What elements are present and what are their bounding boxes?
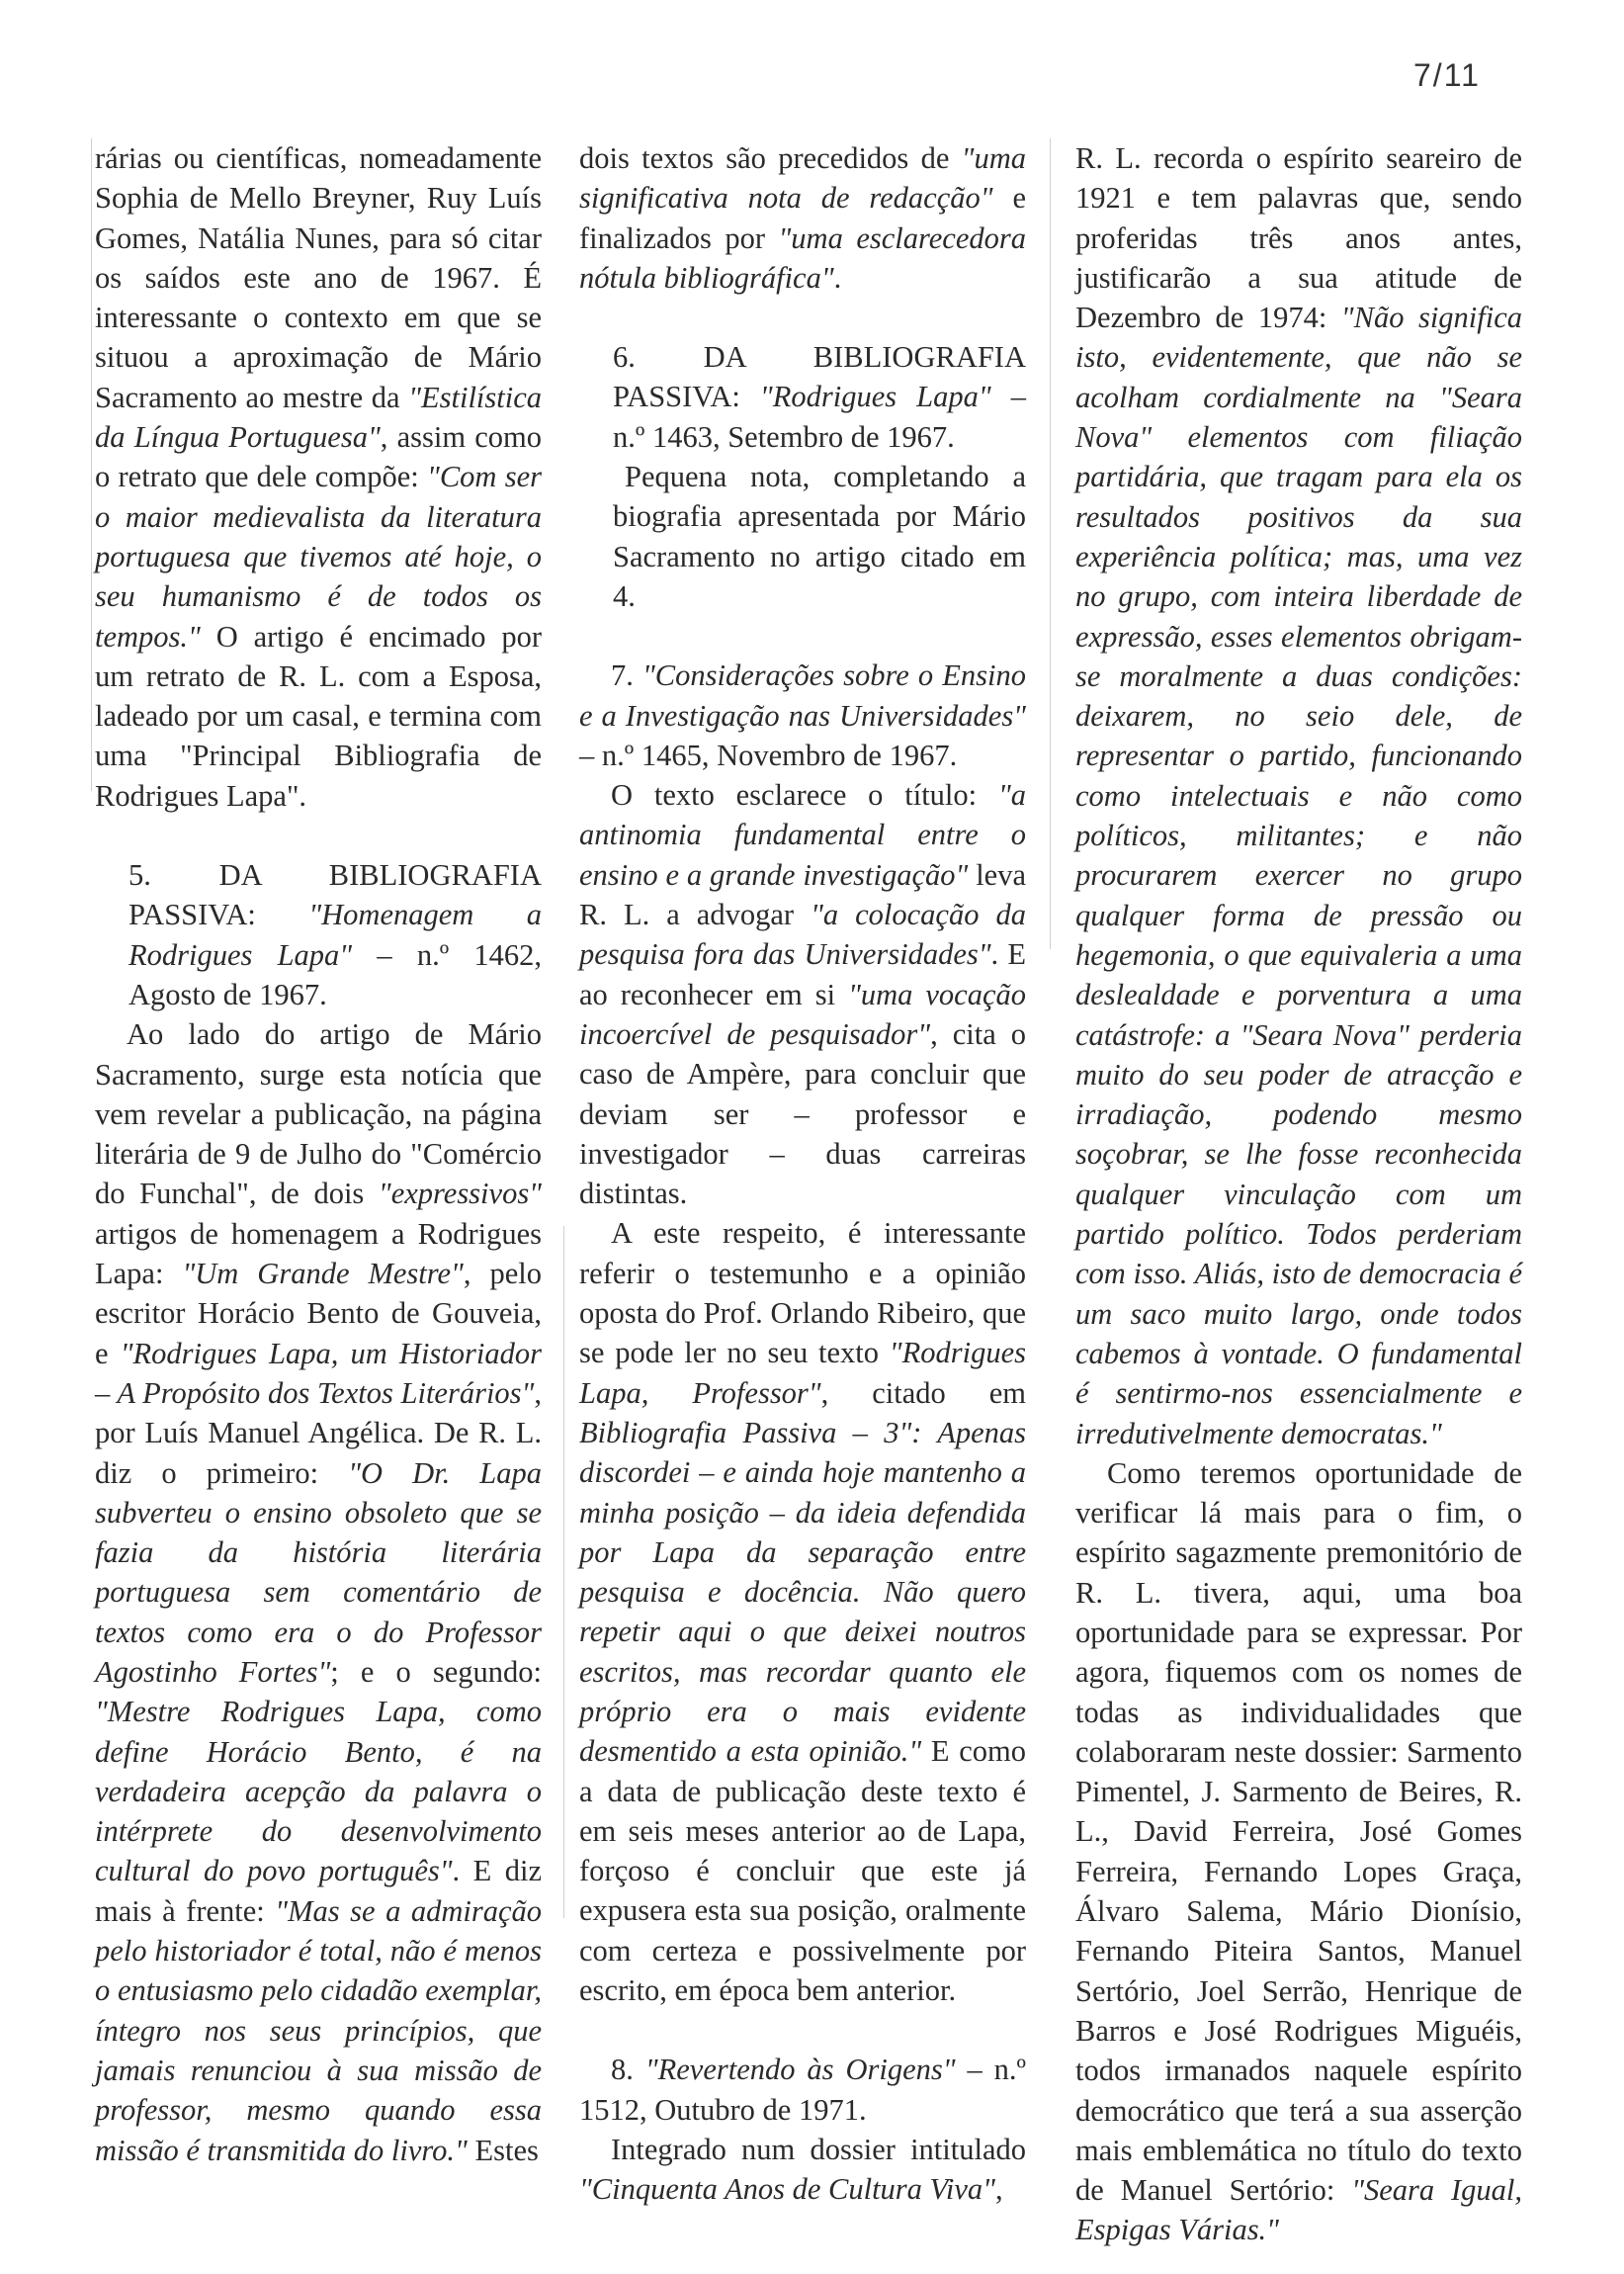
column-rule-left (91, 138, 92, 791)
page-number: 7/11 (1413, 57, 1481, 93)
paragraph: A este respeito, é interessante referir o testemunho e a opinião oposta do Prof. Orlando Ribeiro, que se pode ler no seu texto "Rodrigues Lapa, Professor", citado em Bibliografia Passiva – 3": Apenas discordei – e ainda hoje mantenho a minha posição – da ideia defendida por Lapa da separação entre pesquisa e docência. Não quero repetir aqui o que deixei noutros escritos, mas recordar quanto ele próprio era o mais evidente desmentido a esta opinião." E como a data de publicação deste texto é em seis meses anterior ao de Lapa, forçoso é concluir que este já expusera esta sua posição, oralmente com certeza e possivelmente por escrito, em época bem anterior. (579, 1216, 1026, 2008)
paragraph: dois textos são precedidos de "uma significativa nota de redacção" e finalizados por "uma esclarecedora nótula bibliográfica". (579, 141, 1026, 295)
paragraph: Integrado num dossier intitulado "Cinquenta Anos de Cultura Viva", (579, 2132, 1026, 2207)
section-heading-8: 8. "Revertendo às Origens" – n.º 1512, Outubro de 1971. (579, 2053, 1027, 2127)
paragraph: Como teremos oportunidade de verificar lá mais para o fim, o espírito sagazmente premonitório de R. L. tivera, aqui, uma boa oportunidade para se expressar. Por agora, fiquemos com os nomes de todas as individualidades que colaboraram neste dossier: Sarmento Pimentel, J. Sarmento de Beires, R. L., David Ferreira, José Gomes Ferreira, Fernando Lopes Graça, Álvaro Salema, Mário Dionísio, Fernando Piteira Santos, Manuel Sertório, Joel Serrão, Henrique de Barros e José Rodrigues Miguéis, todos irmanados naquele espírito democrático que terá a sua asserção mais emblemática no título do texto de Manuel Sertório: "Seara Igual, Espigas Várias." (1075, 1455, 1522, 2247)
text-column-1 (95, 138, 542, 2170)
column-rule-right (1050, 138, 1051, 949)
text-column-3 (1075, 138, 1522, 2250)
paragraph: O texto esclarece o título: "a antinomia fundamental entre o ensino e a grande investigação" leva R. L. a advogar "a colocação da pesquisa fora das Universidades". E ao reconhecer em si "uma vocação incoercível de pesquisador", cita o caso de Ampère, para concluir que deviam ser – professor e investigador – duas carreiras distintas. (579, 778, 1026, 1211)
column-rule-middle (563, 1226, 564, 1918)
text-column-2 (579, 138, 1026, 2210)
paragraph: R. L. recorda o espírito seareiro de 1921 e tem palavras que, sendo proferidas três anos antes, justificarão a sua atitude de Dezembro de 1974: "Não significa isto, evidentemente, que não se acolham cordialmente na "Seara Nova" elementos com filiação partidária, que tragam para ela os resultados positivos da sua experiência política; mas, uma vez no grupo, com inteira liberdade de expressão, esses elementos obrigam-se moralmente a duas condições: deixarem, no seio dele, de representar o partido, funcionando como intelectuais e não como políticos, militantes; e não procurarem exercer no grupo qualquer forma de pressão ou hegemonia, o que equivaleria a uma deslealdade e porventura a uma catástrofe: a "Seara Nova" perderia muito do seu poder de atracção e irradiação, podendo mesmo soçobrar, se lhe fosse reconhecida qualquer vinculação com um partido político. Todos perderiam com isso. Aliás, isto de democracia é um saco muito largo, onde todos cabemos à vontade. O fundamental é sentirmo-nos essencialmente e irredutivelmente democratas." (1075, 141, 1523, 1450)
paragraph: Ao lado do artigo de Mário Sacramento, surge esta notícia que vem revelar a publicação, na página literária de 9 de Julho do "Comércio do Funchal", de dois "expressivos" artigos de homenagem a Rodrigues Lapa: "Um Grande Mestre", pelo escritor Horácio Bento de Gouveia, e "Rodrigues Lapa, um Historiador – A Propósito dos Textos Literários", por Luís Manuel Angélica. De R. L. diz o primeiro: "O Dr. Lapa subverteu o ensino obsoleto que se fazia da história literária portuguesa sem comentário de textos como era o do Professor Agostinho Fortes"; e o segundo: "Mestre Rodrigues Lapa, como define Horácio Bento, é na verdadeira acepção da palavra o intérprete do desenvolvimento cultural do povo português". E diz mais à frente: "Mas se a admiração pelo historiador é total, não é menos o entusiasmo pelo cidadão exemplar, íntegro nos seus princípios, que jamais renunciou à sua missão de professor, mesmo quando essa missão é transmitida do livro." Estes (95, 1017, 542, 2167)
section-heading-6: 6. DA BIBLIOGRAFIA PASSIVA: "Rodrigues Lapa" – n.º 1463, Setembro de 1967. (613, 340, 1026, 454)
section-heading-7: 7. "Considerações sobre o Ensino e a Investigação nas Universidades" – n.º 1465, Novembro de 1967. (579, 658, 1027, 772)
section-heading-5: 5. DA BIBLIOGRAFIA PASSIVA: "Homenagem a Rodrigues Lapa" – n.º 1462, Agosto de 1967. (128, 858, 542, 1011)
paragraph: Pequena nota, completando a biografia apresentada por Mário Sacramento no artigo citado em 4. (613, 460, 1026, 613)
paragraph: rárias ou científicas, nomeadamente Sophia de Mello Breyner, Ruy Luís Gomes, Natália Nunes, para só citar os saídos este ano de 1967. É interessante o contexto em que se situou a aproximação de Mário Sacramento ao mestre da "Estilística da Língua Portuguesa", assim como o retrato que dele compõe: "Com ser o maior medievalista da literatura portuguesa que tivemos até hoje, o seu humanismo é de todos os tempos." O artigo é encimado por um retrato de R. L. com a Esposa, ladeado por um casal, e termina com uma "Principal Bibliografia de Rodrigues Lapa". (95, 141, 542, 813)
